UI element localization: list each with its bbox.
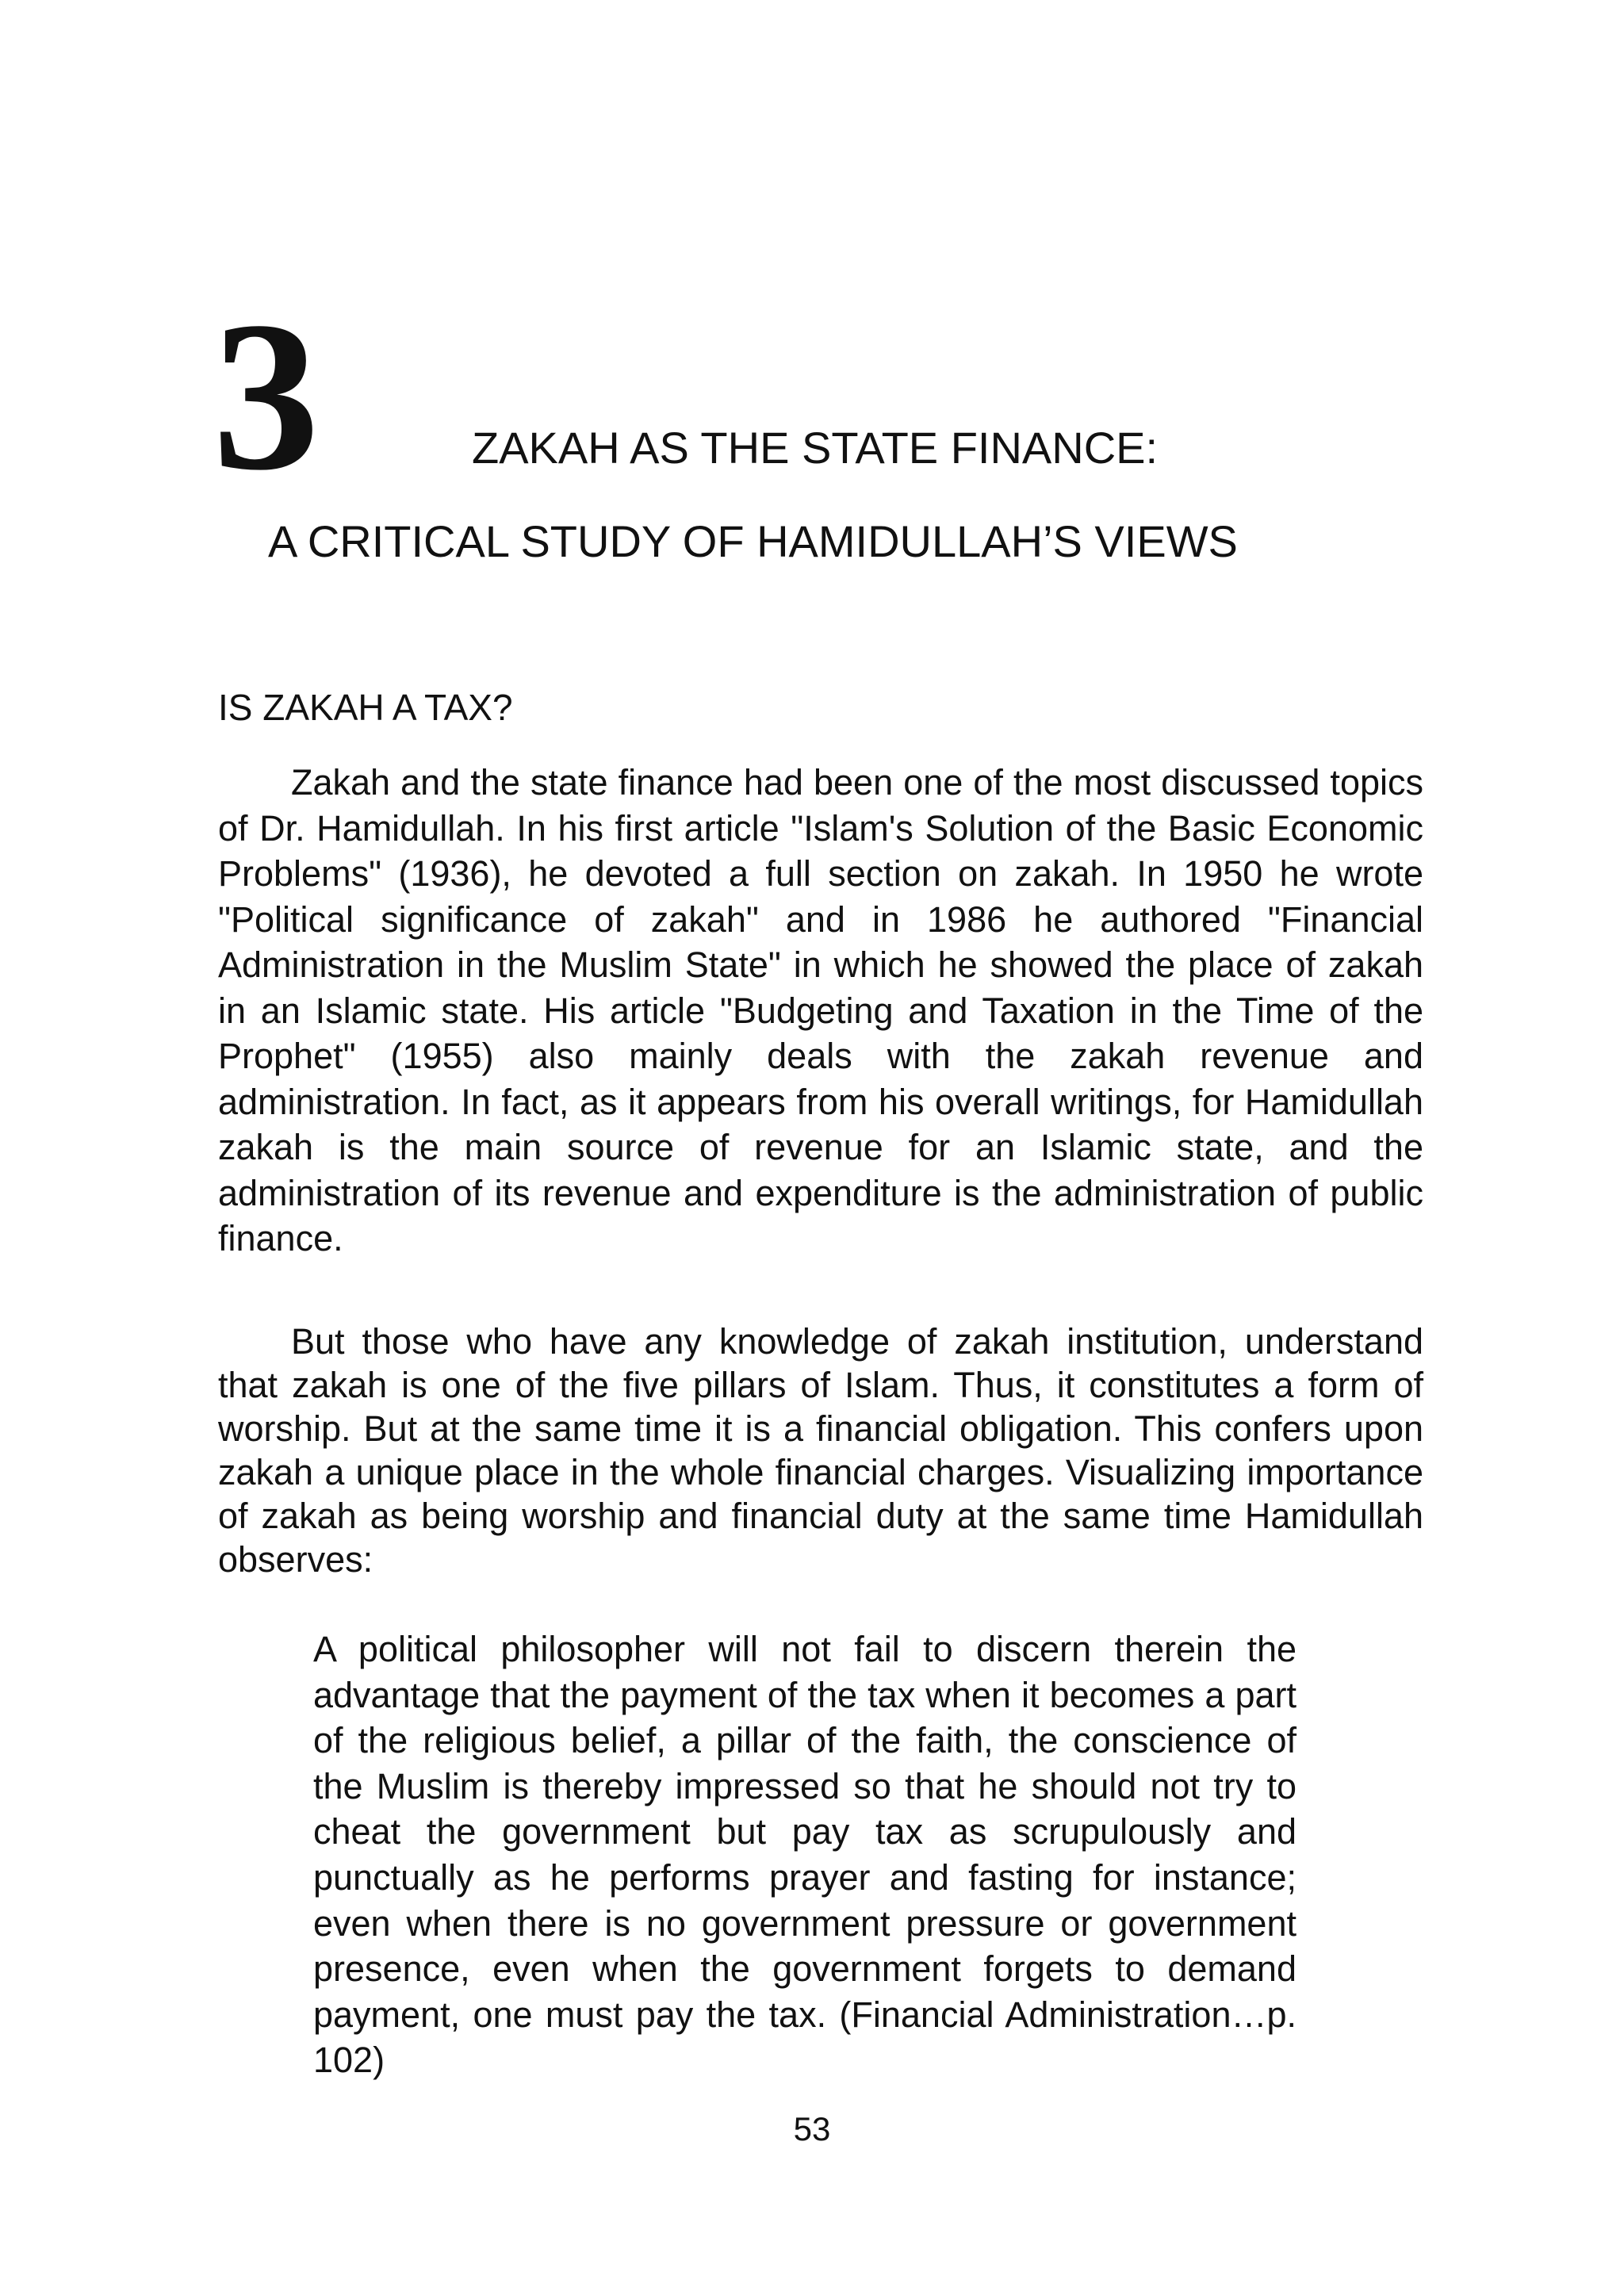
chapter-number: 3 [213, 278, 320, 515]
page-number: 53 [793, 2110, 831, 2147]
body-paragraph-1: Zakah and the state finance had been one of the most discussed topics of Dr. Hamidullah. In his first article "Islam's Solution of the Basic Economic Problems" (1936), he devoted a full section on zakah. In 1950 he wrote "Political significance of zakah" and in 1986 he authored "Financial Administration in the Muslim State" in which he showed the place of zakah in an Islamic state. His article "Budgeting and Taxation in the Time of the Prophet" (1955) also mainly deals with the zakah revenue and administration. In fact, as it appears from his overall writings, for Hamidullah zakah is the main source of revenue for an Islamic state, and the administration of its revenue and expenditure is the administration of public finance. [218, 762, 1423, 1259]
body-paragraph-2: But those who have any knowledge of zakah institution, understand that zakah is one of the five pillars of Islam. Thus, it constitutes a form of worship. But at the same time it is a financial obligation. This confers upon zakah a unique place in the whole financial charges. Visualizing importance of zakah as being worship and financial duty at the same time Hamidullah observes: [218, 1321, 1423, 1580]
chapter-title-line-2: A CRITICAL STUDY OF HAMIDULLAH’S VIEWS [268, 516, 1238, 566]
block-quote: A political philosopher will not fail to discern therein the advantage that the payment of the tax when it becomes a part of the religious belief, a pillar of the faith, the conscience of the Muslim is thereby impressed so that he should not try to cheat the government but pay tax as scrupulously and punctually as he performs prayer and fasting for instance; even when there is no government pressure or government presence, even when the government forgets to demand payment, one must pay the tax. (Financial Administration…p. 102) [313, 1629, 1297, 2081]
chapter-title-line-1: ZAKAH AS THE STATE FINANCE: [472, 423, 1159, 473]
section-heading: IS ZAKAH A TAX? [218, 687, 513, 728]
